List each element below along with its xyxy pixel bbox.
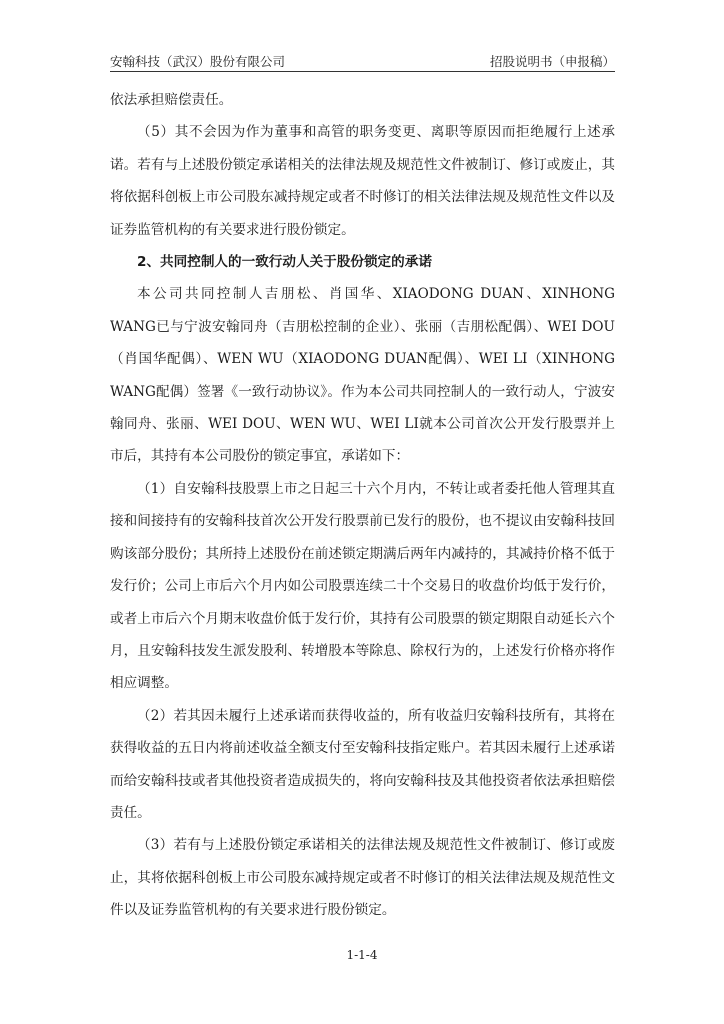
header-document-type: 招股说明书（申报稿）	[489, 54, 615, 69]
paragraph-intro: 本公司共同控制人吉朋松、肖国华、XIAODONG DUAN、XINHONG WANG已与宁波安翰同舟（吉朋松控制的企业）、张丽（吉朋松配偶）、WEI DOU（肖国华配偶）、WEN WU（XIAODONG DUAN配偶）、WEI LI（XINHONG WANG配偶）签署《一致行动协议》。作为本公司共同控制人的一致行动人，宁波安翰同舟、张丽、WEI DOU、WEN WU、WEI LI就本公司首次公开发行股票并上市后，其持有本公司股份的锁定事宜，承诺如下：	[110, 286, 616, 465]
document-body	[110, 84, 615, 927]
page-header	[110, 50, 615, 72]
header-rule	[110, 71, 615, 72]
paragraph-item-3: （3）若有与上述股份锁定承诺相关的法律法规及规范性文件被制订、修订或废止，其将依据科创板上市公司股东减持规定或者不时修订的相关法律法规及规范性文件以及证券监管机构的有关要求进行股份锁定。	[110, 837, 615, 919]
section-heading: 2、共同控制人的一致行动人关于股份锁定的承诺	[137, 254, 432, 271]
paragraph-continuation: 依法承担赔偿责任。	[110, 92, 233, 108]
paragraph-item-1: （1）自安翰科技股票上市之日起三十六个月内，不转让或者委托他人管理其直接和间接持有的安翰科技首次公开发行股票前已发行的股份，也不提议由安翰科技回购该部分股份；其所持上述股份在前述锁定期满后两年内减持的，其减持价格不低于发行价；公司上市后六个月内如公司股票连续二十个交易日的收盘价均低于发行价，或者上市后六个月期末收盘价低于发行价，其持有公司股票的锁定期限自动延长六个月，且安翰科技发生派发股利、转增股本等除息、除权行为的，上述发行价格亦将作相应调整。	[110, 480, 615, 692]
header-company-name: 安翰科技（武汉）股份有限公司	[110, 54, 286, 69]
paragraph-commitment-5: （5）其不会因为作为董事和高管的职务变更、离职等原因而拒绝履行上述承诺。若有与上述股份锁定承诺相关的法律法规及规范性文件被制订、修订或废止，其将依据科创板上市公司股东减持规定或者不时修订的相关法律法规及规范性文件以及证券监管机构的有关要求进行股份锁定。	[110, 124, 615, 238]
page-number: 1-1-4	[346, 948, 378, 962]
paragraph-item-2: （2）若其因未履行上述承诺而获得收益的，所有收益归安翰科技所有，其将在获得收益的五日内将前述收益全额支付至安翰科技指定账户。若其因未履行上述承诺而给安翰科技或者其他投资者造成损失的，将向安翰科技及其他投资者依法承担赔偿责任。	[110, 707, 615, 821]
